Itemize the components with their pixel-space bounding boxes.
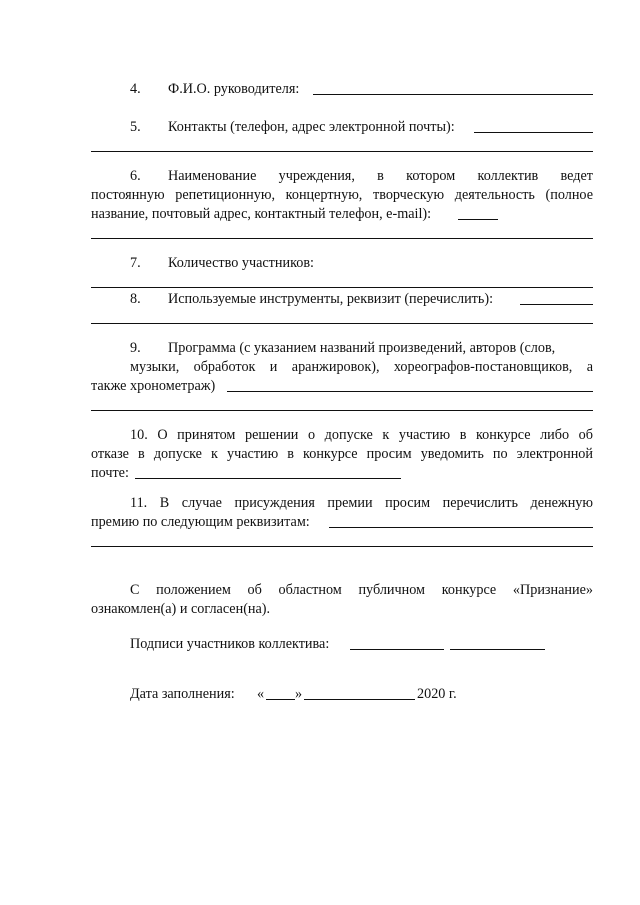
item-11-text-line-1: 11. В случае присуждения премии просим перечислить денежную <box>130 495 593 511</box>
item-6-row-3 <box>91 204 593 224</box>
item-9-text-line-2: музыки, обработок и аранжировок), хореографов-постановщиков, а <box>130 359 593 375</box>
date-row <box>91 684 593 704</box>
signature-field-1[interactable] <box>350 634 444 650</box>
contacts-field-line-2[interactable] <box>91 136 593 152</box>
institution-field-line-2[interactable] <box>91 223 593 239</box>
item-4-row <box>91 79 593 99</box>
item-11-row <box>91 493 593 513</box>
signature-field-2[interactable] <box>450 634 545 650</box>
date-day-field[interactable] <box>266 684 295 700</box>
item-10-row <box>91 425 593 445</box>
item-8-continuation <box>91 308 593 328</box>
leader-name-field[interactable] <box>313 79 593 95</box>
item-7-number: 7. <box>130 255 141 271</box>
instruments-field-line-2[interactable] <box>91 308 593 324</box>
item-4-number: 4. <box>130 81 141 97</box>
date-year: 2020 г. <box>417 686 457 702</box>
consent-row <box>91 580 593 600</box>
date-label: Дата заполнения: <box>130 686 235 702</box>
signatures-row <box>91 634 593 654</box>
bank-details-field[interactable] <box>329 512 593 528</box>
bank-details-field-line-2[interactable] <box>91 531 593 547</box>
date-open-quote: « <box>257 686 265 702</box>
item-5-continuation <box>91 136 593 156</box>
item-7-row <box>91 253 593 273</box>
item-9-continuation <box>91 395 593 415</box>
item-6-text-line-3: название, почтовый адрес, контактный телефон, e-mail): <box>91 206 432 222</box>
item-9-row-3 <box>91 376 593 396</box>
item-7-label: Количество участников: <box>168 255 314 271</box>
item-6-number: 6. <box>130 168 141 184</box>
item-5-number: 5. <box>130 119 141 135</box>
item-8-row <box>91 289 593 309</box>
notification-email-field[interactable] <box>135 463 401 479</box>
item-9-text-line-1: Программа (с указанием названий произведений, авторов (слов, <box>168 340 556 356</box>
item-9-row-2 <box>91 357 593 377</box>
item-8-label: Используемые инструменты, реквизит (перечислить): <box>168 291 494 307</box>
item-6-text-line-1: Наименование учреждения, в котором коллектив ведет <box>168 168 593 184</box>
item-6-row-2 <box>91 185 593 205</box>
item-9-row <box>91 338 593 358</box>
consent-text-line-2: ознакомлен(а) и согласен(на). <box>91 601 271 617</box>
item-5-row <box>91 117 593 137</box>
item-9-number: 9. <box>130 340 141 356</box>
item-11-text-line-2: премию по следующим реквизитам: <box>91 514 310 530</box>
instruments-field[interactable] <box>520 289 593 305</box>
item-10-text-line-2: отказе в допуске к участию в конкурсе просим уведомить по электронной <box>91 446 593 462</box>
item-4-label: Ф.И.О. руководителя: <box>168 81 300 97</box>
item-5-label: Контакты (телефон, адрес электронной почты): <box>168 119 455 135</box>
item-10-text-line-1: 10. О принятом решении о допуске к участию в конкурсе либо об <box>130 427 593 443</box>
item-11-continuation <box>91 531 593 551</box>
item-9-text-line-3: также хронометраж) <box>91 378 216 394</box>
program-field[interactable] <box>227 376 593 392</box>
item-6-text-line-2: постоянную репетиционную, концертную, творческую деятельность (полное <box>91 187 593 203</box>
consent-text-line-1: С положением об областном публичном конкурсе «Признание» <box>130 582 593 598</box>
institution-field[interactable] <box>458 204 498 220</box>
date-close-quote: » <box>295 686 303 702</box>
item-6-row <box>91 166 593 186</box>
program-field-line-2[interactable] <box>91 395 593 411</box>
item-10-row-3 <box>91 463 593 483</box>
signatures-label: Подписи участников коллектива: <box>130 636 330 652</box>
item-8-number: 8. <box>130 291 141 307</box>
item-6-continuation <box>91 223 593 243</box>
item-10-text-line-3: почте: <box>91 465 129 481</box>
consent-row-2 <box>91 599 593 619</box>
participants-count-field[interactable] <box>91 272 593 288</box>
item-11-row-2 <box>91 512 593 532</box>
item-10-row-2 <box>91 444 593 464</box>
contacts-field[interactable] <box>474 117 593 133</box>
date-month-field[interactable] <box>304 684 415 700</box>
